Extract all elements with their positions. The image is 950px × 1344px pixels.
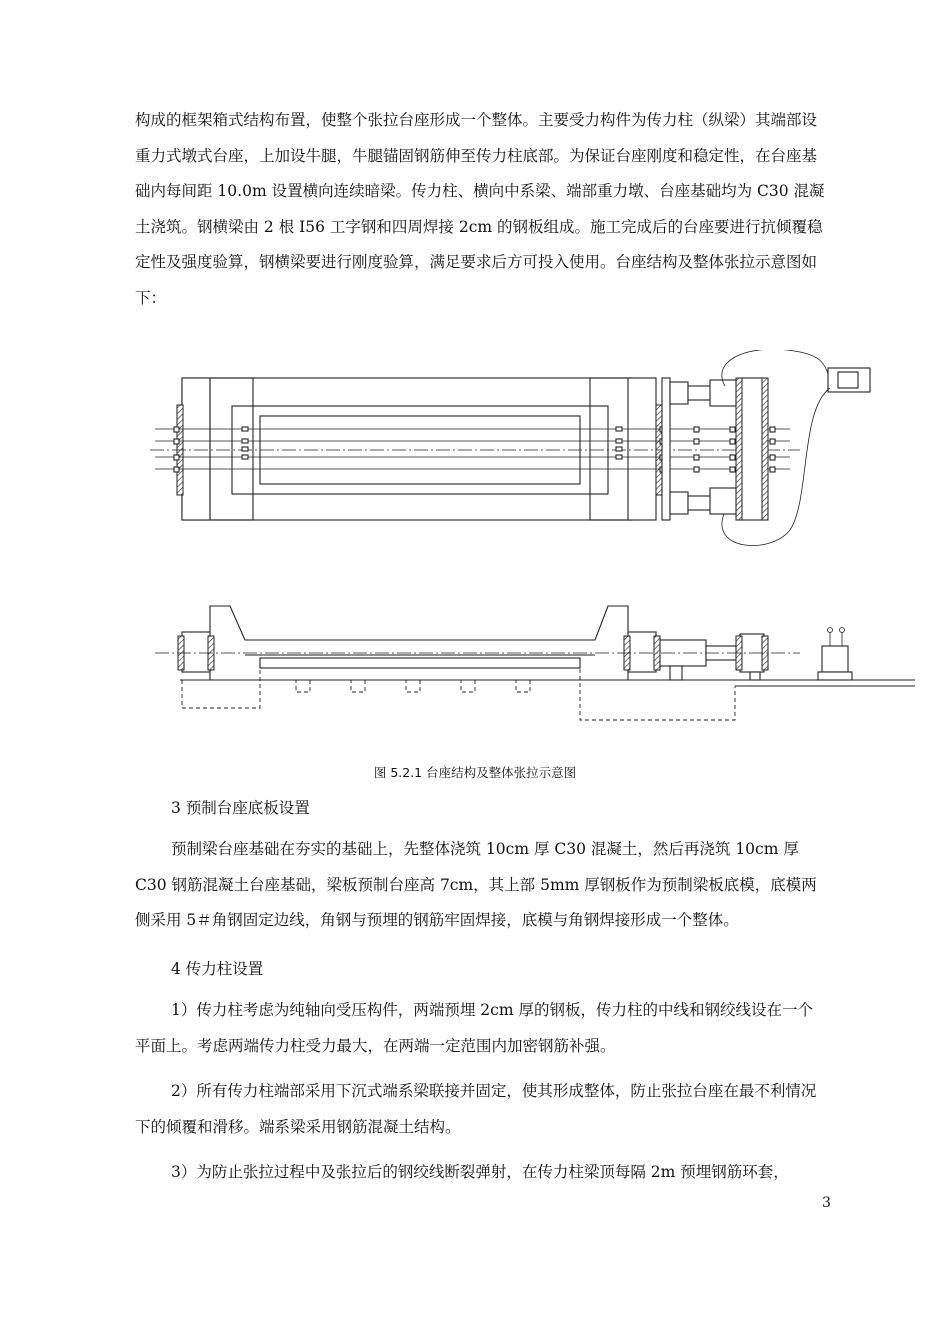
section-4-item-1: 1）传力柱考虑为纯轴向受压构件，两端预埋 2cm 厚的钢板，传力柱的中线和钢绞线设在一个平面上。考虑两端传力柱受力最大，在两端一定范围内加密钢筋补强。	[135, 1001, 813, 1055]
plan-anchors	[174, 427, 775, 472]
plan-right-end-block	[628, 378, 656, 520]
hidden-cross-beams	[296, 680, 530, 692]
figure-caption: 图 5.2.1 台座结构及整体张拉示意图	[373, 765, 577, 780]
page-number: 3	[822, 1195, 831, 1211]
elevation-view	[155, 606, 915, 720]
section-3-heading: 3 预制台座底板设置	[171, 799, 310, 817]
intro-paragraph: 构成的框架箱式结构布置，使整个张拉台座形成一个整体。主要受力构件为传力柱（纵梁）其端部设重力式墩式台座，上加设牛腿，牛腿锚固钢筋伸至传力柱底部。为保证台座刚度和稳定性，在台座基础内每间距 10.0m 设置横向连续暗梁。传力柱、横向中系梁、端部重力墩、台座基础均为 C30 混凝土浇筑。钢横梁由 2 根 I56 工字钢和四周焊接 2cm 的钢板组成。施工完成后的台座要进行抗倾覆稳定性及强度验算，钢横梁要进行刚度验算，满足要求后方可投入使用。台座结构及整体张拉示意图如下：	[135, 111, 825, 307]
elevation-right-anchor	[628, 632, 656, 672]
elevation-left-anchor	[182, 632, 210, 672]
plan-moving-crossbeam	[740, 378, 764, 520]
plan-outer-frame	[182, 378, 632, 520]
elevation-oil-pump	[818, 628, 852, 681]
plan-fixed-crossbeam	[662, 378, 670, 520]
section-4-heading: 4 传力柱设置	[171, 960, 264, 978]
plan-moving-plate-2	[762, 378, 768, 520]
pedestal-structure-figure	[150, 350, 920, 750]
section-3-body: 预制梁台座基础在夯实的基础上，先整体浇筑 10cm 厚 C30 混凝土，然后再浇筑 10cm 厚 C30 钢筋混凝土台座基础，梁板预制台座高 7cm，其上部 5mm 厚钢板作为预制梁板底模，底模两侧采用 5＃角钢固定边线，角钢与预埋的钢筋牢固焊接，底模与角钢焊接形成一个整体。	[135, 840, 817, 930]
elevation-bed	[260, 658, 580, 668]
right-foundation	[580, 662, 735, 720]
section-4-item-3: 3）为防止张拉过程中及张拉后的钢绞线断裂弹射，在传力柱梁顶每隔 2m 预埋钢筋环套，	[171, 1163, 789, 1181]
plan-right-beam	[590, 378, 632, 520]
plan-left-end-block	[182, 378, 210, 520]
plan-moving-plate	[736, 378, 742, 520]
plan-view	[150, 350, 870, 546]
elevation-pier-and-beam	[210, 606, 628, 680]
section-4-item-2: 2）所有传力柱端部采用下沉式端系梁联接并固定，使其形成整体，防止张拉台座在最不利情况下的倾覆和滑移。端系梁采用钢筋混凝土结构。	[135, 1082, 817, 1136]
plan-jacks	[670, 380, 736, 514]
